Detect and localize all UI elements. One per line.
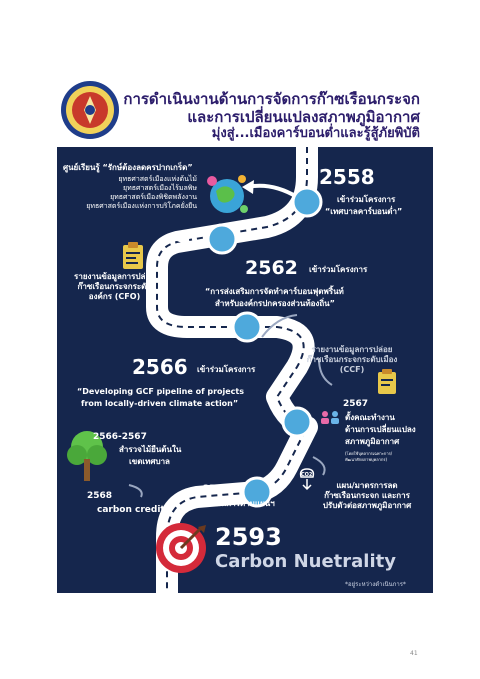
milestone-2566-2567-year: 2566-2567 <box>93 432 147 442</box>
milestone-2593-year: 2593 <box>215 523 282 551</box>
milestone-2562-year: 2562 <box>245 257 298 279</box>
milestone-2567-note: (โดยใช้บุคลากรเฉพาะการ/ <box>345 451 393 456</box>
strategy-item: ยุทธศาสตร์เมืองแห่งการบริโภคยั่งยืน <box>86 202 197 210</box>
milestone-2562-text3: สำหรับองค์กรปกครองส่วนท้องถิ่น” <box>215 299 335 308</box>
footnote: *อยู่ระหว่างดำเนินการ* <box>345 581 406 588</box>
roadmap-panel <box>57 147 433 593</box>
municipality-seal <box>60 80 120 140</box>
ccf-line: ก๊าซเรือนกระจกระดับเมือง <box>306 355 398 364</box>
milestone-2567-text2: ด้านการเปลี่ยนแปลง <box>345 425 416 434</box>
milestone-2566-text1: เข้าร่วมโครงการ <box>197 365 256 374</box>
milestone-2570-text1: ดำเนินการตามแผนฯ <box>203 499 275 508</box>
milestone-2570-year: 2570 <box>203 484 229 494</box>
strategy-item: ยุทธศาสตร์เมืองพิชิตพลังงาน <box>110 193 197 201</box>
page-title-line2: และการเปลี่ยนแปลงสภาพภูมิอากาศ <box>187 108 420 126</box>
cfo-line: รายงานข้อมูลการปล่อย <box>74 272 155 281</box>
milestone-2568-text1: carbon credit <box>97 505 165 515</box>
cfo-text <box>67 272 162 302</box>
strategy-item: ยุทธศาสตร์เมืองแห่งต้นไม้ <box>118 175 197 183</box>
milestone-2562-text1: เข้าร่วมโครงการ <box>309 265 368 274</box>
cfo-line: องค์กร (CFO) <box>88 292 141 301</box>
milestone-2593-text1: Carbon Nuetrality <box>215 551 396 572</box>
milestone-2567-year: 2567 <box>343 399 369 409</box>
target-icon <box>154 521 208 575</box>
milestone-2567-text1: ตั้งคณะทำงาน <box>345 413 395 422</box>
plan-line: ปรับตัวต่อสภาพภูมิอากาศ <box>322 501 412 510</box>
milestone-2558-text1: เข้าร่วมโครงการ <box>337 195 396 204</box>
milestone-2566-text3: from locally-driven climate action” <box>81 399 239 408</box>
page-subtitle: มุ่งสู่...เมืองคาร์บอนต่ำและรู้สู้ภัยพิบัติ <box>211 126 420 141</box>
cfo-line: ก๊าซเรือนกระจกระดับ <box>77 282 152 291</box>
milestone-2566-2567-text2: เขตเทศบาล <box>129 457 170 466</box>
plan-text <box>312 481 422 511</box>
milestone-2558-text2: “เทศบาลคาร์บอนต่ำ” <box>325 207 403 216</box>
co2-label: CO2 <box>301 472 313 478</box>
strategy-item: ยุทธศาสตร์เมืองไร้มลพิษ <box>123 184 197 192</box>
milestone-2566-text2: “Developing GCF pipeline of projects <box>77 387 245 396</box>
report-clipboard-icon <box>377 369 397 395</box>
milestone-2567-note2: พัฒนาศักยภาพบุคลากร) <box>345 457 388 462</box>
milestone-2566-year: 2566 <box>132 355 188 379</box>
ccf-line: (CCF) <box>339 365 365 374</box>
milestone-2567-text3: สภาพภูมิอากาศ <box>345 437 400 446</box>
report-clipboard-icon <box>122 242 144 270</box>
team-icon <box>319 409 341 423</box>
milestone-2566-2567-text1: สำรวจไม้ยืนต้นใน <box>119 445 182 454</box>
plan-line: ก๊าซเรือนกระจก และการ <box>324 491 410 500</box>
milestone-2568-year: 2568 <box>87 491 113 501</box>
milestone-2558-year: 2558 <box>319 165 375 189</box>
page-title-line1: การดำเนินงานด้านการจัดการก๊าซเรือนกระจก <box>123 90 420 108</box>
milestone-2562-text2: “การส่งเสริมการจัดทำคาร์บอนฟุตพริ้นท์ <box>205 287 344 296</box>
learning-center-list <box>77 175 197 211</box>
ccf-line: รายงานข้อมูลการปล่อย <box>311 345 393 354</box>
learning-center-title: ศูนย์เรียนรู้ “รักษ์ต้องลดครปากเกร็ด” <box>63 163 193 172</box>
plan-line: แผน/มาตรการลด <box>336 481 398 490</box>
page-number: 41 <box>410 650 418 657</box>
globe-illustration <box>202 169 252 219</box>
